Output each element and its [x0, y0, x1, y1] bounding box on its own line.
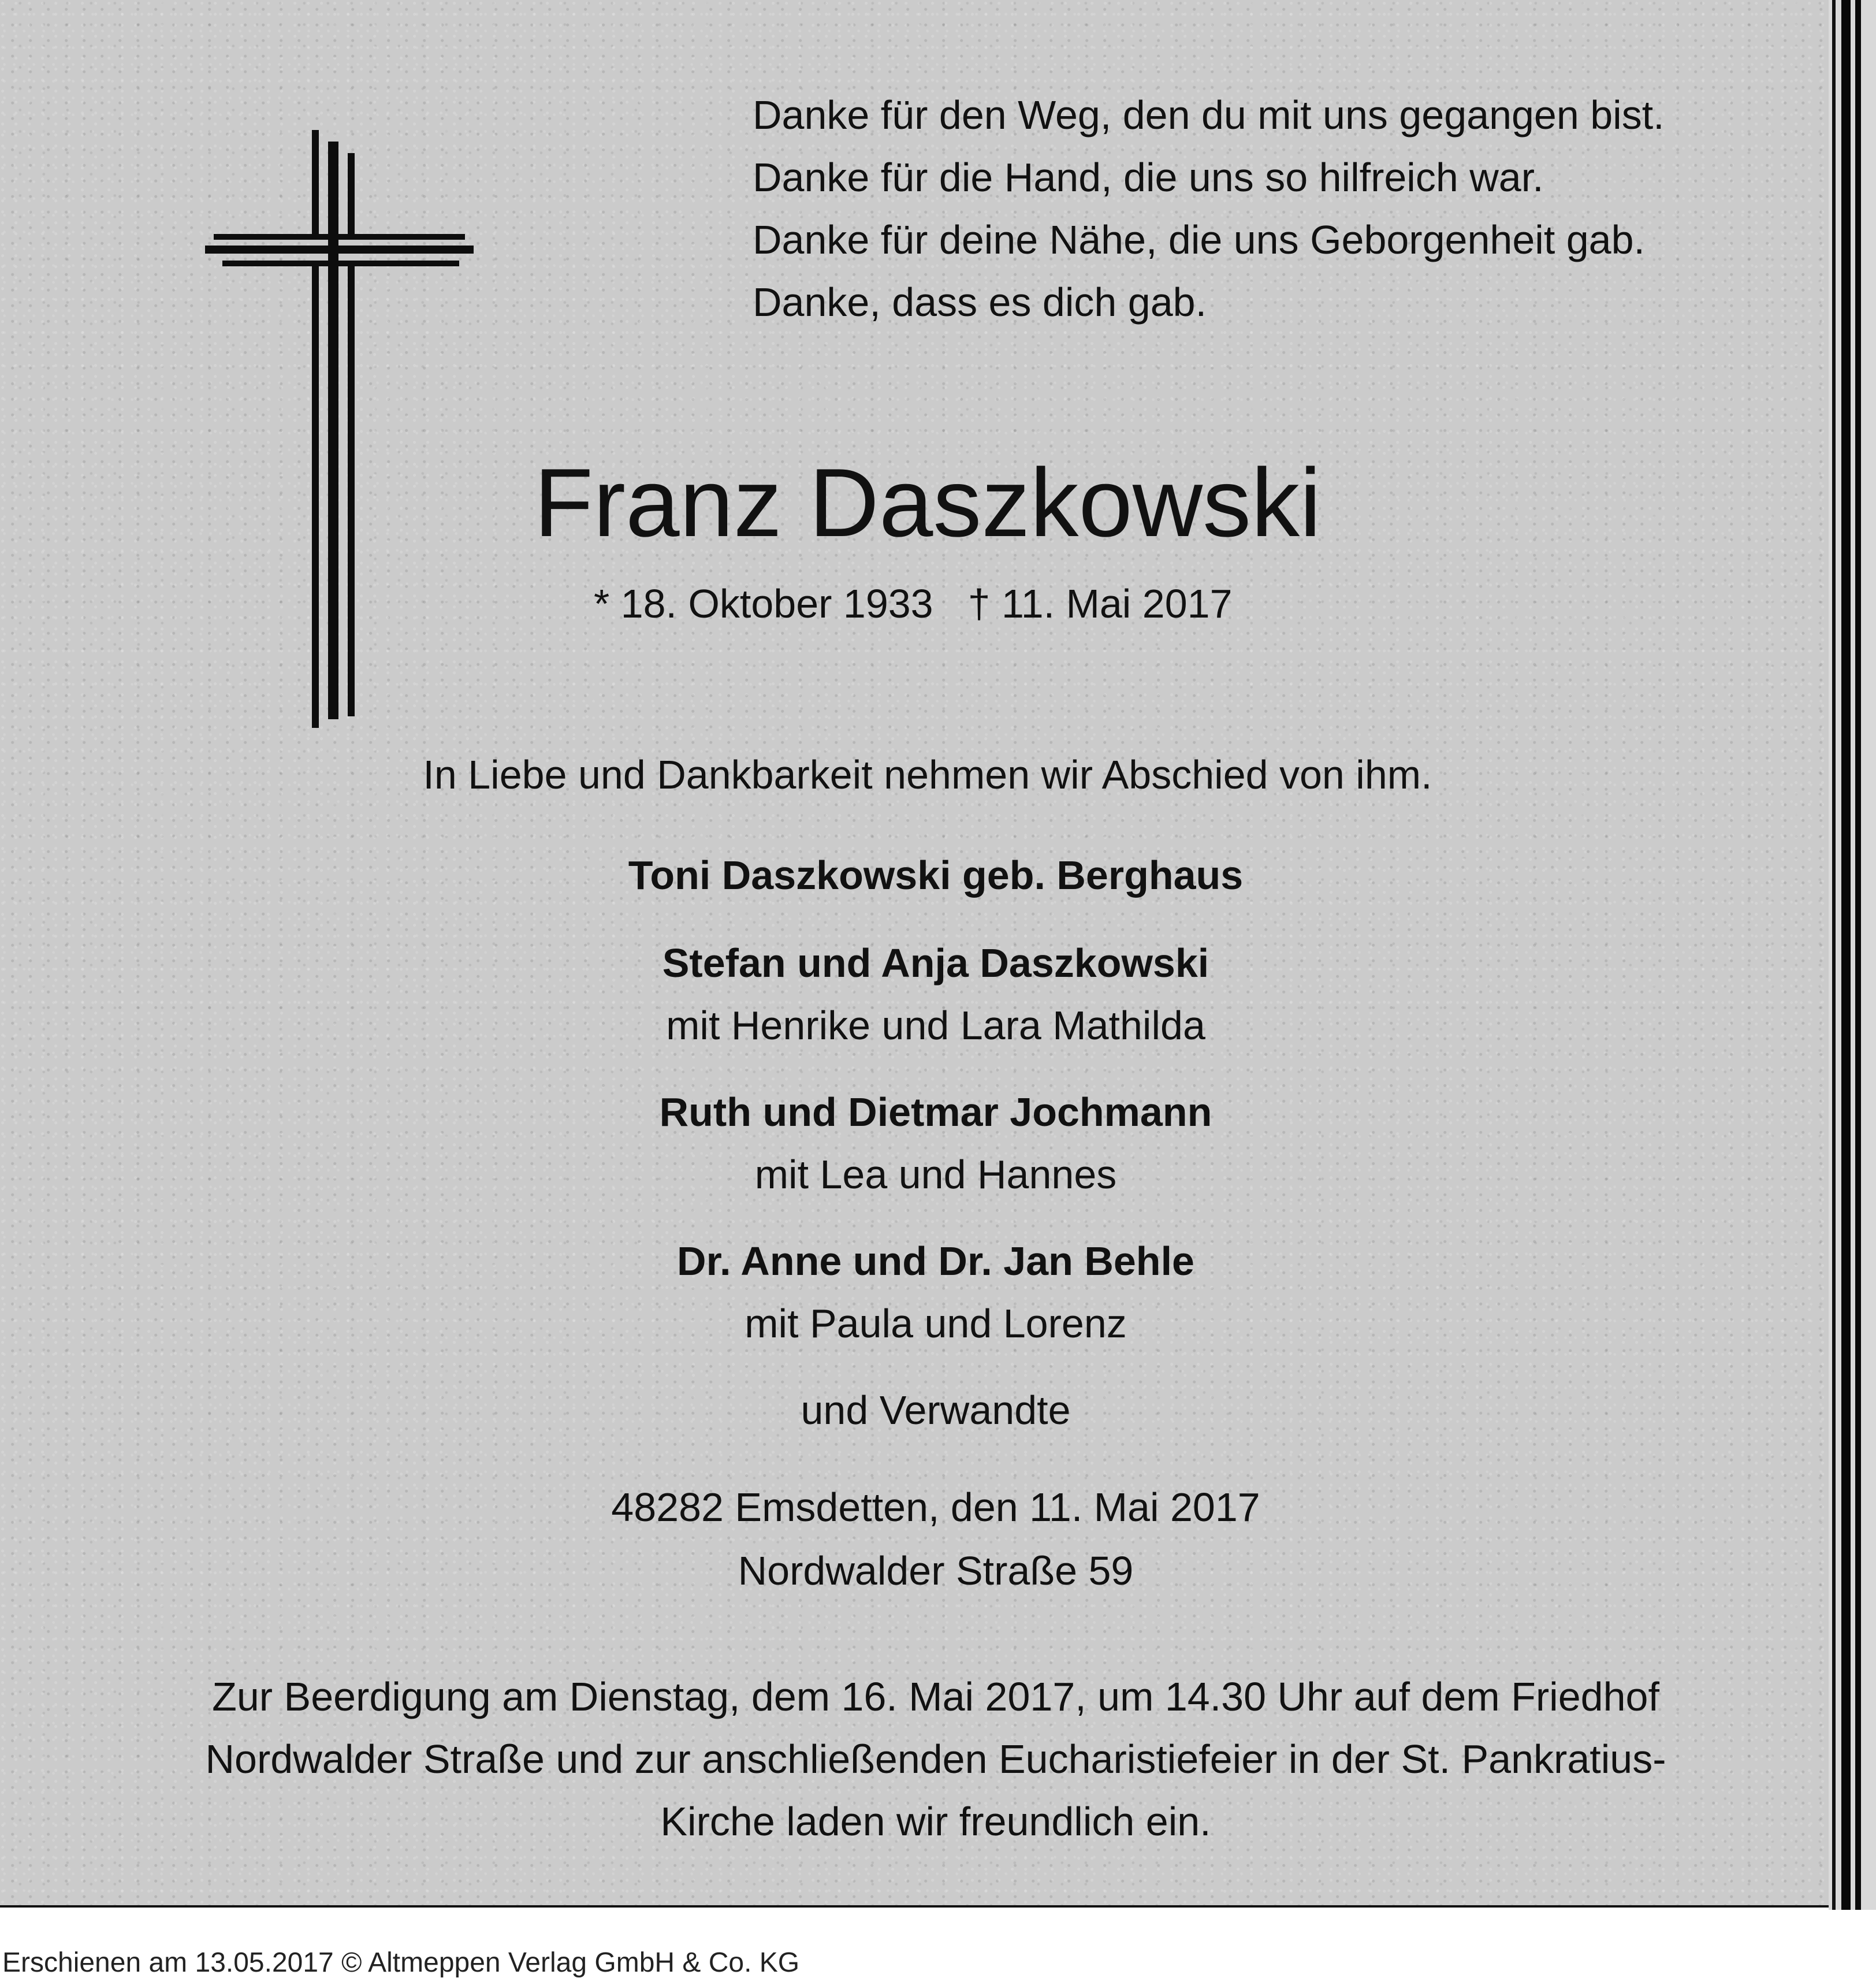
mourner-name: Toni Daszkowski geb. Berghaus [628, 853, 1244, 898]
relatives-text: und Verwandte [801, 1388, 1071, 1433]
memorial-quote [753, 84, 1665, 333]
farewell-text: In Liebe und Dankbarkeit nehmen wir Abschied von ihm. [423, 752, 1432, 797]
mourner-with: mit Henrike und Lara Mathilda [666, 1003, 1205, 1048]
mourner-name: Stefan und Anja Daszkowski [662, 940, 1209, 986]
funeral-line: Nordwalder Straße und zur anschließenden Eucharistiefeier in der St. Pankratius- [205, 1737, 1666, 1782]
publication-footer: Erschienen am 13.05.2017 © Altmeppen Verlag GmbH & Co. KG [2, 1947, 800, 1978]
life-dates [594, 578, 1233, 630]
street-address: Nordwalder Straße 59 [738, 1548, 1134, 1593]
mourner-name: Dr. Anne und Dr. Jan Behle [677, 1239, 1194, 1284]
quote-line: Danke für den Weg, den du mit uns gegangen bist. [753, 92, 1665, 137]
birth-date: * 18. Oktober 1933 [594, 581, 933, 626]
quote-line: Danke für deine Nähe, die uns Geborgenheit gab. [753, 217, 1645, 262]
funeral-line: Kirche laden wir freundlich ein. [660, 1799, 1211, 1844]
cross-icon [205, 130, 474, 728]
mourner-name: Ruth und Dietmar Jochmann [659, 1090, 1212, 1135]
mourner-with: mit Paula und Lorenz [745, 1301, 1127, 1346]
deceased-name: Franz Daszkowski [534, 448, 1322, 557]
death-date: † 11. Mai 2017 [967, 581, 1233, 626]
quote-line: Danke, dass es dich gab. [753, 280, 1207, 325]
funeral-line: Zur Beerdigung am Dienstag, dem 16. Mai 2017, um 14.30 Uhr auf dem Friedhof [212, 1674, 1659, 1719]
mourner-with: mit Lea und Hannes [754, 1152, 1117, 1197]
place-date: 48282 Emsdetten, den 11. Mai 2017 [611, 1485, 1260, 1530]
quote-line: Danke für die Hand, die uns so hilfreich war. [753, 155, 1544, 200]
